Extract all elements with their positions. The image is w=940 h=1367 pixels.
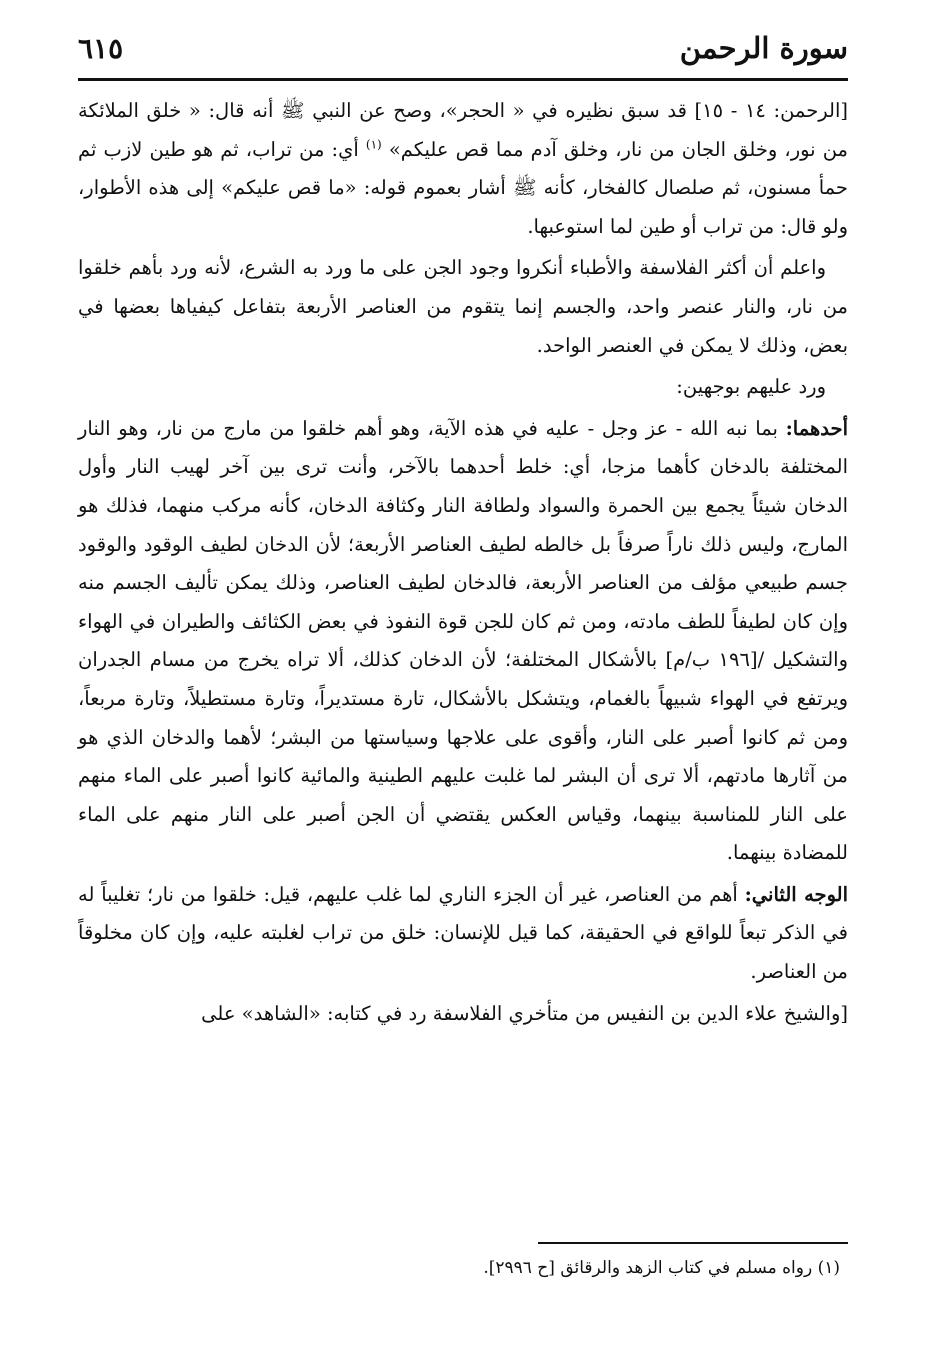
- paragraph-5-lead: الوجه الثاني:: [744, 882, 849, 906]
- main-text: [78, 92, 848, 1036]
- page-header: [78, 28, 848, 76]
- paragraph-5: [78, 876, 848, 992]
- footnote-rule: [538, 1242, 848, 1244]
- surah-title: سورة الرحمن: [679, 31, 848, 65]
- paragraph-1-text-continued: أي: من تراب، ثم هو طين لازب ثم حمأ مسنون، ثم صلصال كالفخار، كأنه ﷺ أشار بعموم قوله: «ما قص عليكم» إلى هذه الأطوار، ولو قال: من تراب أو طين لما استوعبها.: [78, 137, 848, 238]
- page-number: ٦١٥: [78, 32, 124, 65]
- paragraph-5-text: أهم من العناصر، غير أن الجزء الناري لما غلب عليهم، قيل: خلقوا من نار؛ تغليباً له في الذكر تبعاً للواقع في الحقيقة، كما قيل للإنسان: خلق من تراب لغلبته عليه، وإن كان مخلوقاً من العناصر.: [78, 882, 848, 984]
- paragraph-1: [78, 92, 848, 246]
- paragraph-6-text: [والشيخ علاء الدين بن النفيس من متأخري الفلاسفة رد في كتابه: «الشاهد» على: [201, 1001, 848, 1025]
- paragraph-4-text: بما نبه الله - عز وجل - عليه في هذه الآية، وهو أهم خلقوا من مارج من نار، وهو النار المختلفة بالدخان كأهما مزجا، أي: خلط أحدهما بالآخر، وأنت ترى بين آخر لهيب النار وأول الدخان شيئاً يجمع بين الحمرة والسواد ولطافة النار وكثافة الدخان، كأنه مركب منهما، فذلك هو المارج، وليس ذلك ناراً صرفاً بل خالطه لطيف العناصر الأربعة؛ لأن الدخان لطيف الوقود والوقود جسم طبيعي مؤلف من العناصر الأربعة، فالدخان لطيف العناصر، وذلك يمكن تأليف الجسم منه وإن كان لطيفاً للطف مادته، ومن ثم كان للجن قوة النفوذ في بعض الكثائف والطيران في الهواء والتشكيل /[١٩٦ ب/م] بالأشكال المختلفة؛ لأن الدخان كذلك، ألا تراه يخرج من مسام الجدران ويرتفع في الهواء شبيهاً بالغمام، ويتشكل بالأشكال، تارة مستديراً، وتارة مستطيلاً، وتارة مربعاً، ومن ثم كانوا أصبر على النار، وأقوى على علاجها وسياستها من البشر؛ لأهما والدخان الذي هو من آثارها مادتهم، ألا ترى أن البشر لما غلبت عليهم الطينية والمائية كانوا أصبر على الماء منهم على النار للمناسبة بينهما، وقياس العكس يقتضي أن الجن أصبر على النار منهم على الماء للمضادة بينهما.: [78, 416, 848, 865]
- paragraph-3-text: ورد عليهم بوجهين:: [676, 375, 826, 399]
- paragraph-4-lead: أحدهما:: [785, 416, 848, 440]
- footnote: (١) رواه مسلم في كتاب الزهد والرقائق [ح ٢٩٩٦].: [483, 1258, 840, 1278]
- paragraph-1-text: [الرحمن: ١٤ - ١٥] قد سبق نظيره في « الحجر»، وصح عن النبي ﷺ أنه قال: « خلق الملائكة من نور، وخلق الجان من نار، وخلق آدم مما قص عليكم»: [78, 99, 848, 161]
- paragraph-4: [78, 410, 848, 873]
- paragraph-6: [78, 995, 848, 1034]
- paragraph-2-text: واعلم أن أكثر الفلاسفة والأطباء أنكروا وجود الجن على ما ورد به الشرع، لأنه ورد بأهم خلقوا من نار، والنار عنصر واحد، والجسم إنما يتقوم من العناصر الأربعة بتفاعل كيفياها بعضها في بعض، وذلك لا يمكن في العنصر الواحد.: [78, 256, 848, 357]
- paragraph-2: [78, 249, 848, 365]
- paragraph-3: [78, 368, 848, 407]
- footnote-reference: (١): [365, 137, 382, 152]
- header-rule: [78, 78, 848, 81]
